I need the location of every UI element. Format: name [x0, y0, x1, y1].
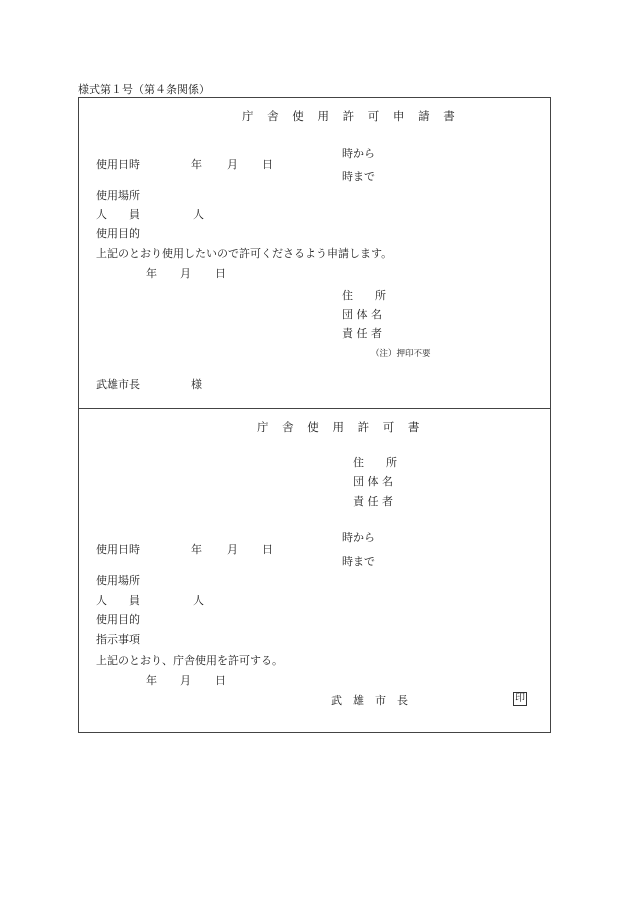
form-number-label: 様式第１号（第４条関係）: [78, 83, 210, 96]
application-place-label: 使用場所: [96, 189, 140, 202]
application-address-label: 住 所: [342, 289, 386, 302]
application-persons-label: 人 員: [96, 208, 140, 221]
application-month-label: 月: [227, 158, 238, 171]
permit-sign-month: 月: [180, 674, 191, 687]
permit-instructions-label: 指示事項: [96, 633, 140, 646]
application-time-to: 時まで: [342, 170, 375, 183]
application-day-label: 日: [262, 158, 273, 171]
permit-month-label: 月: [227, 543, 238, 556]
application-statement: 上記のとおり使用したいので許可くださるよう申請します。: [96, 247, 393, 260]
permit-place-label: 使用場所: [96, 574, 140, 587]
permit-date-label: 使用日時: [96, 543, 140, 556]
permit-time-from: 時から: [342, 531, 375, 544]
form-border: [78, 97, 551, 733]
permit-persons-label: 人 員: [96, 594, 140, 607]
permit-day-label: 日: [262, 543, 273, 556]
application-sign-year: 年: [146, 267, 157, 280]
permit-sign-day: 日: [215, 674, 226, 687]
permit-time-to: 時まで: [342, 555, 375, 568]
permit-title: 庁 舎 使 用 許 可 書: [257, 420, 425, 434]
application-responsible-label: 責 任 者: [342, 327, 382, 340]
permit-sign-year: 年: [146, 674, 157, 687]
application-persons-unit: 人: [193, 208, 204, 221]
permit-address-label: 住 所: [353, 456, 397, 469]
permit-group-label: 団 体 名: [353, 475, 393, 488]
application-date-label: 使用日時: [96, 158, 140, 171]
application-sign-month: 月: [180, 267, 191, 280]
permit-statement: 上記のとおり、庁舎使用を許可する。: [96, 654, 283, 667]
application-honorific: 様: [191, 378, 202, 391]
permit-responsible-label: 責 任 者: [353, 495, 393, 508]
seal-mark: 印: [515, 693, 525, 704]
permit-year-label: 年: [191, 543, 202, 556]
application-year-label: 年: [191, 158, 202, 171]
permit-purpose-label: 使用目的: [96, 613, 140, 626]
application-seal-note: （注）押印不要: [371, 349, 431, 359]
application-title: 庁 舎 使 用 許 可 申 請 書: [242, 109, 460, 123]
permit-issuer: 武 雄 市 長: [331, 694, 408, 707]
permit-persons-unit: 人: [193, 594, 204, 607]
application-time-from: 時から: [342, 147, 375, 160]
section-divider: [78, 408, 551, 409]
application-group-label: 団 体 名: [342, 308, 382, 321]
application-addressee: 武雄市長: [96, 378, 140, 391]
application-sign-day: 日: [215, 267, 226, 280]
application-purpose-label: 使用目的: [96, 227, 140, 240]
